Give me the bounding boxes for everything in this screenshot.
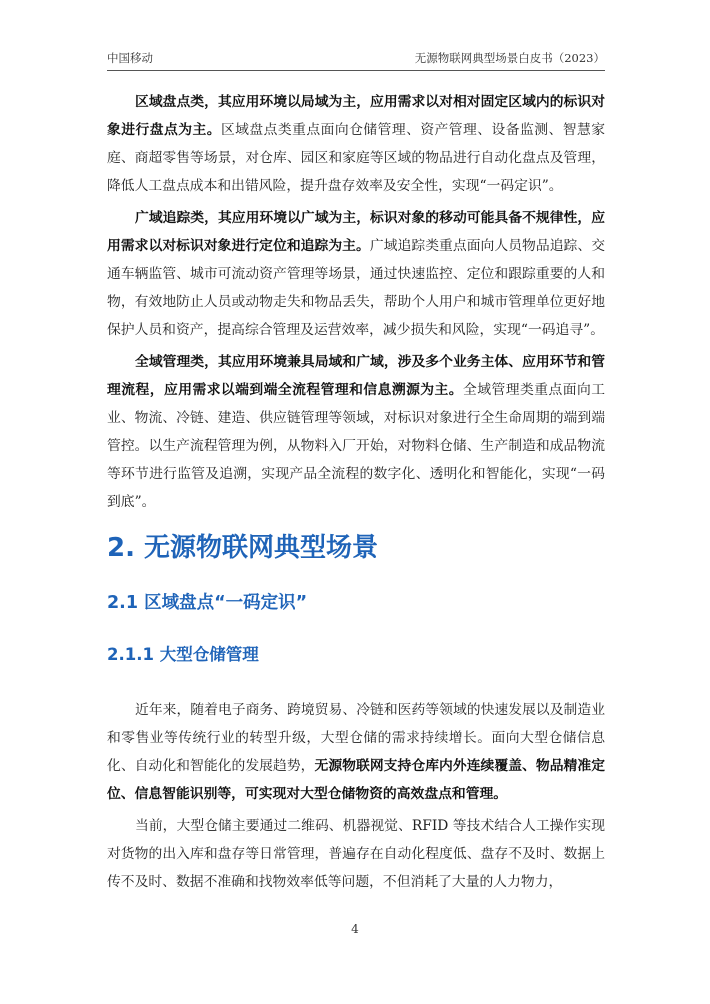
subsubsection-heading: 2.1.1 大型仓储管理 — [107, 645, 259, 664]
paragraph-bold-conclusion: 无源物联网支持仓库内外连续覆盖、物品精准定位、信息智能识别等，可实现对大型仓储物资的高效盘点和管理。 — [107, 758, 605, 802]
paragraph-text: 当前，大型仓储主要通过二维码、机器视觉、RFID 等技术结合人工操作实现对货物的出入库和盘存等日常管理，普遍存在自动化程度低、盘存不及时、数据上传不及时、数据不准确和找物效率低等问题，不但消耗了大量的人力物力， — [107, 818, 605, 890]
paragraph-warehouse-current — [107, 812, 605, 896]
section-heading: 2. 无源物联网典型场景 — [107, 533, 379, 563]
page-header — [107, 50, 605, 70]
paragraph-warehouse-intro — [107, 696, 605, 808]
subsection-heading: 2.1 区域盘点“一码定识” — [107, 593, 308, 613]
header-doc-title: 无源物联网典型场景白皮书（2023） — [414, 51, 605, 65]
paragraph-text: 近年来，随着电子商务、跨境贸易、冷链和医药等领域的快速发展以及制造业和零售业等传统行业的转型升级，大型仓储的需求持续增长。面向大型仓储信息化、自动化和智能化的发展趋势， — [107, 702, 605, 774]
paragraph-wide-area-tracking — [107, 204, 605, 344]
paragraph-bold-lead: 全域管理类，其应用环境兼具局域和广域，涉及多个业务主体、应用环节和管理流程，应用需求以端到端全流程管理和信息溯源为主。 — [107, 354, 605, 398]
page-body — [107, 88, 605, 900]
paragraph-text: 区域盘点类重点面向仓储管理、资产管理、设备监测、智慧家庭、商超零售等场景，对仓库、园区和家庭等区域的物品进行自动化盘点及管理，降低人工盘点成本和出错风险，提升盘存效率及安全性，实现“一码定识”。 — [107, 122, 606, 194]
paragraph-full-domain-management — [107, 348, 605, 516]
header-divider — [107, 70, 605, 71]
paragraph-region-inventory — [107, 88, 605, 200]
paragraph-bold-lead: 广域追踪类，其应用环境以广域为主，标识对象的移动可能具备不规律性，应用需求以对标识对象进行定位和追踪为主。 — [107, 210, 605, 254]
paragraph-bold-lead: 区域盘点类，其应用环境以局域为主，应用需求以对相对固定区域内的标识对象进行盘点为主。 — [107, 94, 605, 138]
header-org: 中国移动 — [107, 51, 153, 65]
paragraph-text: 全域管理类重点面向工业、物流、冷链、建造、供应链管理等领域，对标识对象进行全生命周期的端到端管控。以生产流程管理为例，从物料入厂开始，对物料仓储、生产制造和成品物流等环节进行监管及追溯，实现产品全流程的数字化、透明化和智能化，实现“一码到底”。 — [107, 382, 605, 510]
page-number: 4 — [351, 922, 359, 936]
paragraph-text: 广域追踪类重点面向人员物品追踪、交通车辆监管、城市可流动资产管理等场景，通过快速监控、定位和跟踪重要的人和物，有效地防止人员或动物走失和物品丢失，帮助个人用户和城市管理单位更好地保护人员和资产，提高综合管理及运营效率，减少损失和风险，实现“一码追寻”。 — [107, 238, 606, 338]
